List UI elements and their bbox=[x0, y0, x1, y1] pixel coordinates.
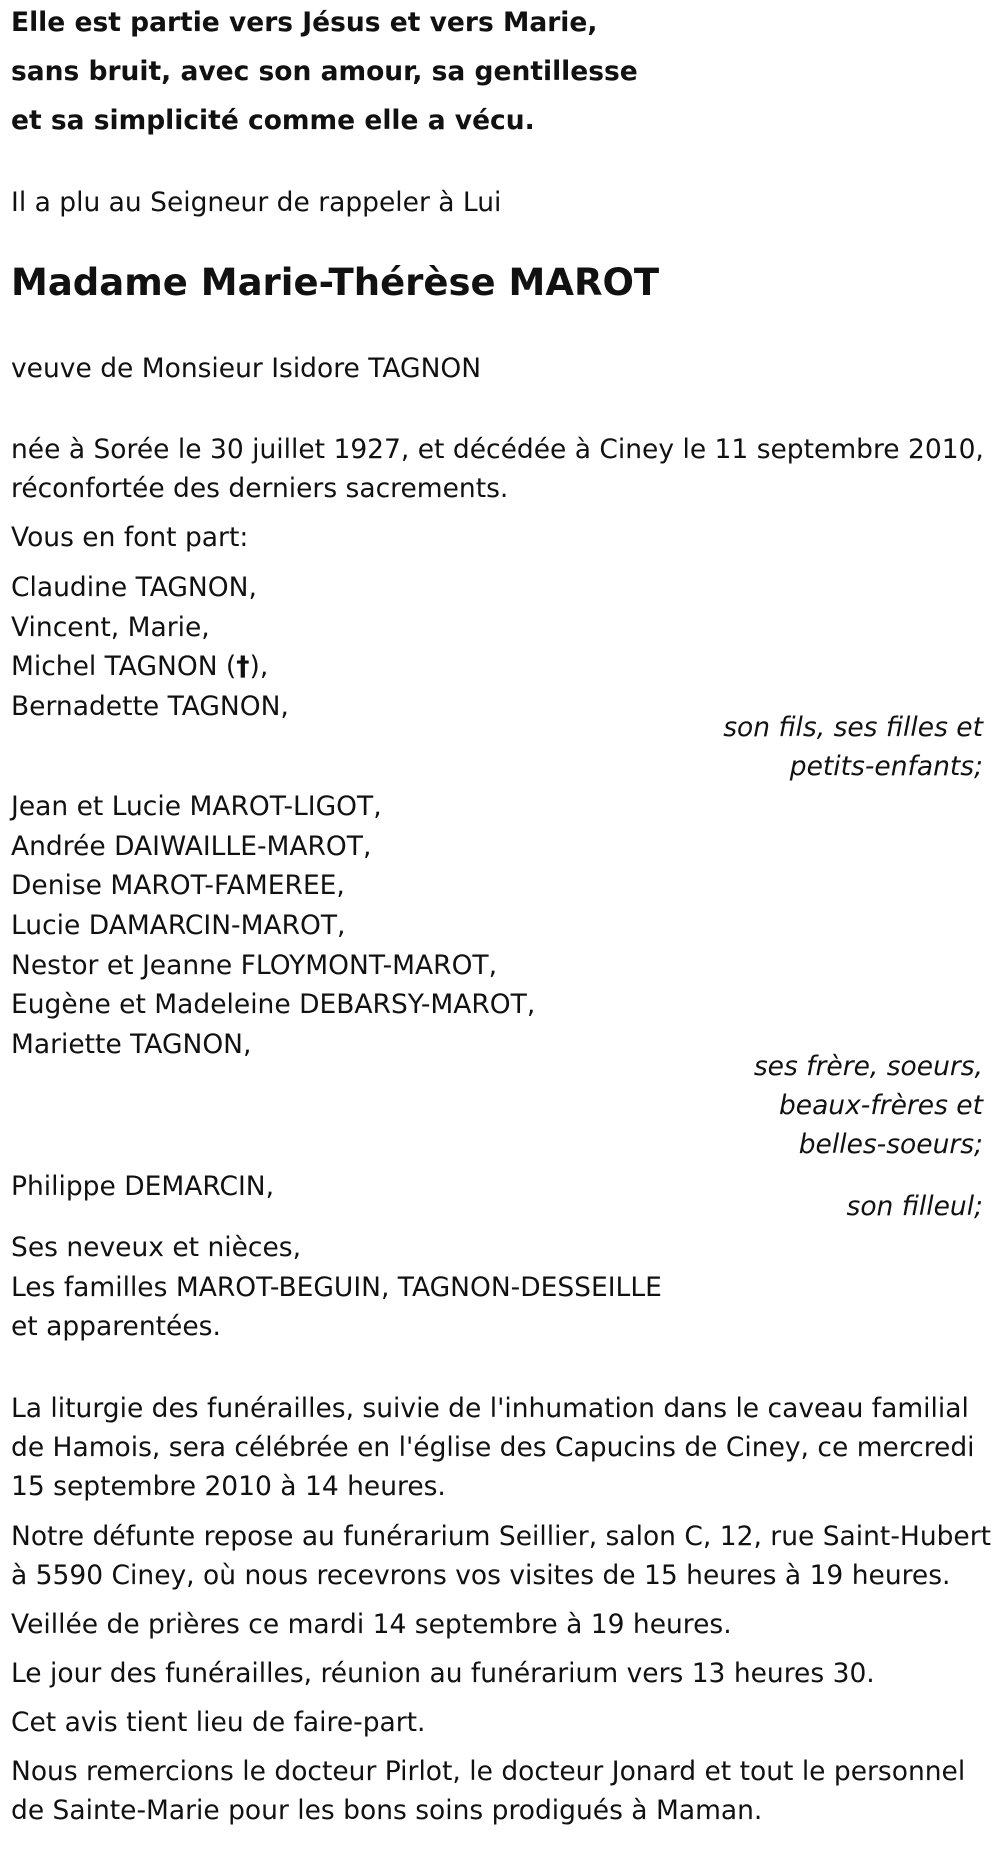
thanks-line-1: Nous remercions le docteur Pirlot, le docteur Jonard et tout le personnel bbox=[11, 1756, 966, 1787]
sibling-name: Nestor et Jeanne FLOYMONT-MAROT, bbox=[11, 950, 498, 981]
funeral-info-line-3: 15 septembre 2010 à 14 heures. bbox=[11, 1471, 446, 1502]
siblings-relation-line-1: ses frère, soeurs, bbox=[753, 1051, 983, 1082]
child-name-suffix: ), bbox=[249, 651, 269, 682]
birth-death-line-2: réconfortée des derniers sacrements. bbox=[11, 473, 509, 504]
opening-verse-line-1: Elle est partie vers Jésus et vers Marie, bbox=[11, 7, 598, 38]
extended-family-line-3: et apparentées. bbox=[11, 1311, 221, 1342]
extended-family-line-2: Les familles MAROT-BEGUIN, TAGNON-DESSEILLE bbox=[11, 1272, 662, 1303]
sibling-name: Mariette TAGNON, bbox=[11, 1029, 252, 1060]
siblings-relation-line-2: beaux-frères et bbox=[778, 1090, 983, 1121]
opening-verse-line-3: et sa simplicité comme elle a vécu. bbox=[11, 105, 535, 136]
birth-death-line-1: née à Sorée le 30 juillet 1927, et décédée à Ciney le 11 septembre 2010, bbox=[11, 434, 984, 465]
child-name-text: Michel TAGNON ( bbox=[11, 651, 237, 682]
sibling-name: Lucie DAMARCIN-MAROT, bbox=[11, 910, 346, 941]
children-relation-line-1: son fils, ses filles et bbox=[723, 712, 983, 743]
siblings-relation-line-3: belles-soeurs; bbox=[798, 1129, 983, 1160]
child-name: Vincent, Marie, bbox=[11, 612, 210, 643]
godson-name: Philippe DEMARCIN, bbox=[11, 1171, 275, 1202]
child-name: Claudine TAGNON, bbox=[11, 572, 257, 603]
intro-text: Il a plu au Seigneur de rappeler à Lui bbox=[11, 187, 502, 218]
announcers-intro: Vous en font part: bbox=[11, 522, 249, 553]
vigil-text: Veillée de prières ce mardi 14 septembre à 19 heures. bbox=[11, 1609, 732, 1640]
notice-text: Cet avis tient lieu de faire-part. bbox=[11, 1707, 426, 1738]
funeral-info-line-1: La liturgie des funérailles, suivie de l'inhumation dans le caveau familial bbox=[11, 1393, 969, 1424]
extended-family-line-1: Ses neveux et nièces, bbox=[11, 1232, 302, 1263]
children-relation-line-2: petits-enfants; bbox=[789, 751, 983, 782]
widow-of-text: veuve de Monsieur Isidore TAGNON bbox=[11, 353, 482, 384]
funeral-day-text: Le jour des funérailles, réunion au funérarium vers 13 heures 30. bbox=[11, 1658, 875, 1689]
sibling-name: Eugène et Madeleine DEBARSY-MAROT, bbox=[11, 989, 536, 1020]
visitation-info-line-1: Notre défunte repose au funérarium Seillier, salon C, 12, rue Saint-Hubert bbox=[11, 1521, 992, 1552]
sibling-name: Andrée DAIWAILLE-MAROT, bbox=[11, 831, 372, 862]
godson-relation: son filleul; bbox=[846, 1191, 983, 1222]
cross-icon: † bbox=[236, 651, 250, 682]
child-name-deceased bbox=[11, 647, 268, 687]
visitation-info-line-2: à 5590 Ciney, où nous recevrons vos visites de 15 heures à 19 heures. bbox=[11, 1560, 951, 1591]
child-name: Bernadette TAGNON, bbox=[11, 691, 289, 722]
sibling-name: Denise MAROT-FAMEREE, bbox=[11, 870, 345, 901]
funeral-info-line-2: de Hamois, sera célébrée en l'église des Capucins de Ciney, ce mercredi bbox=[11, 1432, 975, 1463]
deceased-name: Madame Marie-Thérèse MAROT bbox=[11, 261, 660, 304]
sibling-name: Jean et Lucie MAROT-LIGOT, bbox=[11, 791, 382, 822]
thanks-line-2: de Sainte-Marie pour les bons soins prodigués à Maman. bbox=[11, 1795, 763, 1826]
opening-verse-line-2: sans bruit, avec son amour, sa gentillesse bbox=[11, 56, 638, 87]
